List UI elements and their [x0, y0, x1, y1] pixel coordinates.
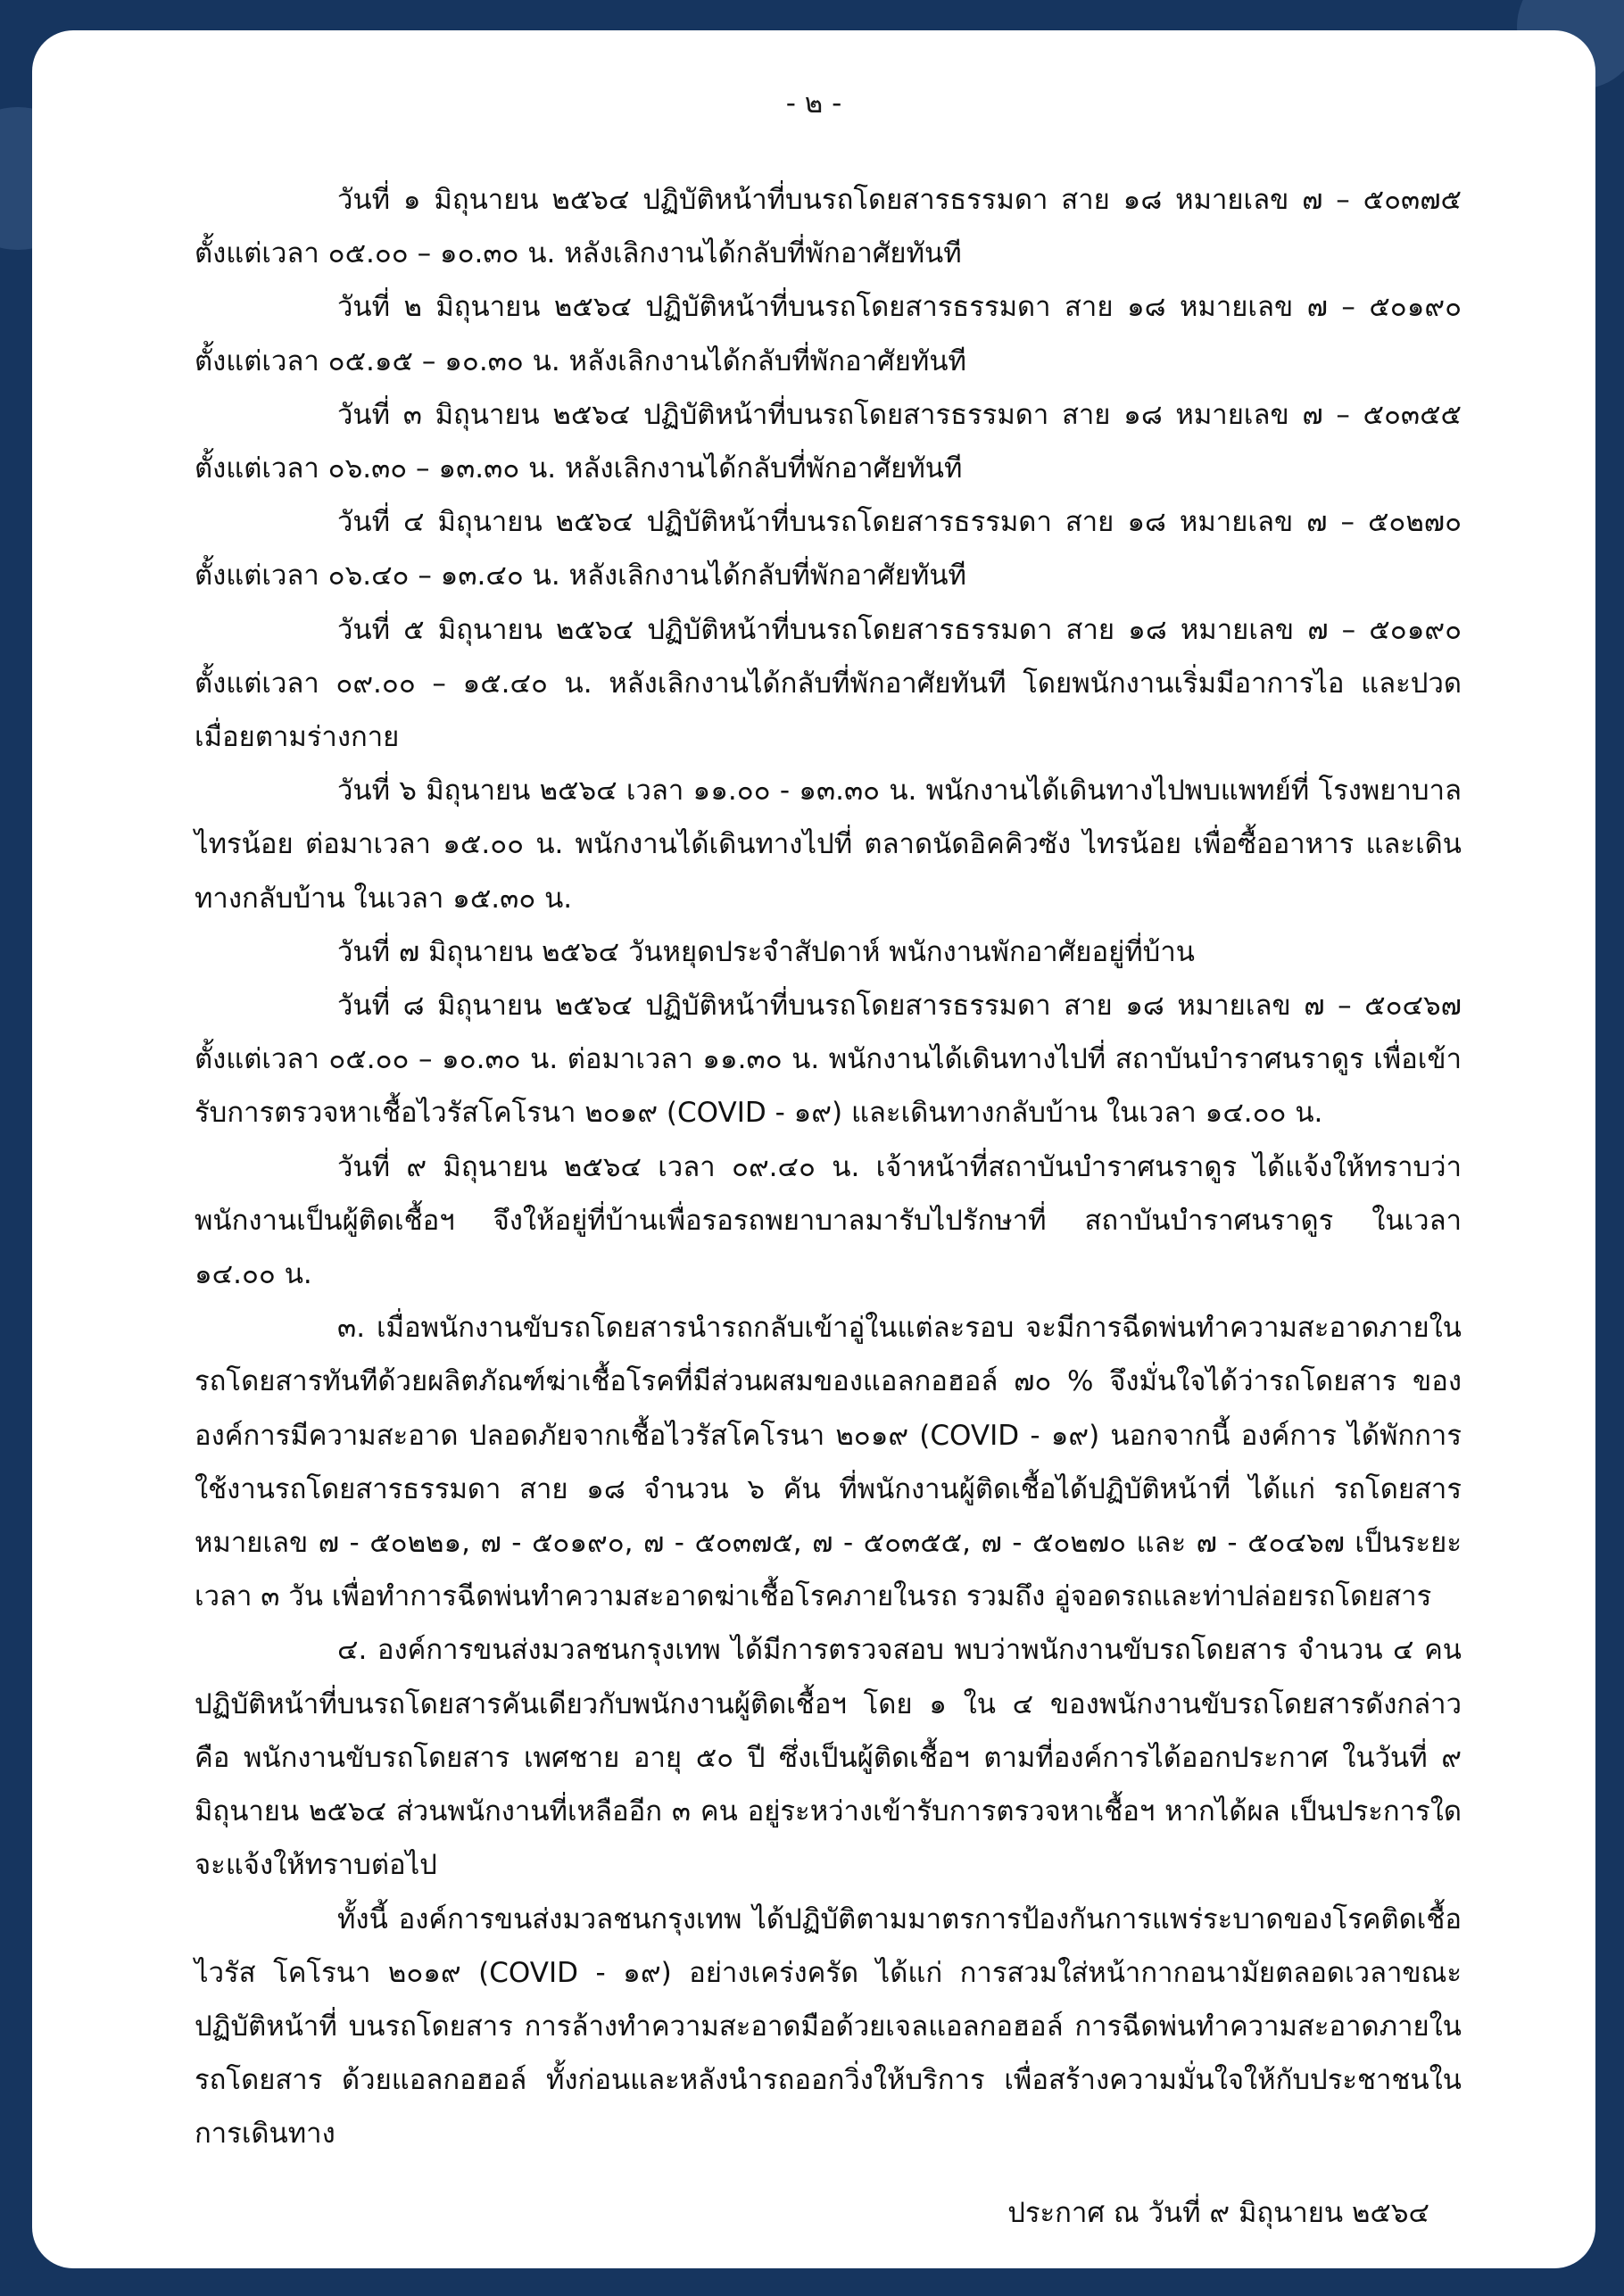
- page-number: - ๒ -: [785, 87, 842, 120]
- paragraph-day-8: วันที่ ๘ มิถุนายน ๒๕๖๔ ปฏิบัติหน้าที่บนรถโดยสารธรรมดา สาย ๑๘ หมายเลข ๗ – ๕๐๔๖๗ ตั้งแต่เวลา ๐๕.๐๐ – ๑๐.๓๐ น. ต่อมาเวลา ๑๑.๓๐ น. พนักงานได้เดินทางไปที่ สถาบันบำราศนราดูร เพื่อเข้ารับการตรวจหาเชื้อไวรัสโคโรนา ๒๐๑๙ (COVID - ๑๙) และเดินทางกลับบ้าน ในเวลา ๑๔.๐๐ น.: [195, 990, 1462, 1130]
- paragraph-day-3: วันที่ ๓ มิถุนายน ๒๕๖๔ ปฏิบัติหน้าที่บนรถโดยสารธรรมดา สาย ๑๘ หมายเลข ๗ – ๕๐๓๕๕ ตั้งแต่เวลา ๐๖.๓๐ – ๑๓.๓๐ น. หลังเลิกงานได้กลับที่พักอาศัยทันที: [195, 398, 1462, 485]
- document-body: [195, 173, 1462, 2161]
- paragraph-day-6: วันที่ ๖ มิถุนายน ๒๕๖๔ เวลา ๑๑.๐๐ - ๑๓.๓๐ น. พนักงานได้เดินทางไปพบแพทย์ที่ โรงพยาบาลไทรน้อย ต่อมาเวลา ๑๕.๐๐ น. พนักงานได้เดินทางไปที่ ตลาดนัดอิคคิวซัง ไทรน้อย เพื่อซื้ออาหาร และเดินทางกลับบ้าน ในเวลา ๑๕.๓๐ น.: [195, 775, 1462, 915]
- paragraph-conclusion: ทั้งนี้ องค์การขนส่งมวลชนกรุงเทพ ได้ปฏิบัติตามมาตรการป้องกันการแพร่ระบาดของโรคติดเชื้อไวรัส โคโรนา ๒๐๑๙ (COVID - ๑๙) อย่างเคร่งครัด ได้แก่ การสวมใส่หน้ากากอนามัยตลอดเวลาขณะปฏิบัติหน้าที่ บนรถโดยสาร การล้างทำความสะอาดมือด้วยเจลแอลกอฮอล์ การฉีดพ่นทำความสะอาดภายในรถโดยสาร ด้วยแอลกอฮอล์ ทั้งก่อนและหลังนำรถออกวิ่งให้บริการ เพื่อสร้างความมั่นใจให้กับประชาชนในการเดินทาง: [195, 1902, 1462, 2151]
- paragraph-day-9: วันที่ ๙ มิถุนายน ๒๕๖๔ เวลา ๐๙.๔๐ น. เจ้าหน้าที่สถาบันบำราศนราดูร ได้แจ้งให้ทราบว่า พนักงานเป็นผู้ติดเชื้อฯ จึงให้อยู่ที่บ้านเพื่อรอรถพยาบาลมารับไปรักษาที่ สถาบันบำราศนราดูร ในเวลา ๑๔.๐๐ น.: [195, 1150, 1462, 1291]
- paragraph-day-5: วันที่ ๕ มิถุนายน ๒๕๖๔ ปฏิบัติหน้าที่บนรถโดยสารธรรมดา สาย ๑๘ หมายเลข ๗ – ๕๐๑๙๐ ตั้งแต่เวลา ๐๙.๐๐ – ๑๕.๔๐ น. หลังเลิกงานได้กลับที่พักอาศัยทันที โดยพนักงานเริ่มมีอาการไอ และปวดเมื่อยตามร่างกาย: [195, 613, 1462, 754]
- paragraph-day-1: วันที่ ๑ มิถุนายน ๒๕๖๔ ปฏิบัติหน้าที่บนรถโดยสารธรรมดา สาย ๑๘ หมายเลข ๗ – ๕๐๓๗๕ ตั้งแต่เวลา ๐๕.๐๐ – ๑๐.๓๐ น. หลังเลิกงานได้กลับที่พักอาศัยทันที: [195, 184, 1462, 270]
- announcement-date: ประกาศ ณ วันที่ ๙ มิถุนายน ๒๕๖๔: [1007, 2197, 1429, 2229]
- paragraph-item-4: ๔. องค์การขนส่งมวลชนกรุงเทพ ได้มีการตรวจสอบ พบว่าพนักงานขับรถโดยสาร จำนวน ๔ คน ปฏิบัติหน้าที่บนรถโดยสารคันเดียวกับพนักงานผู้ติดเชื้อฯ โดย ๑ ใน ๔ ของพนักงานขับรถโดยสารดังกล่าว คือ พนักงานขับรถโดยสาร เพศชาย อายุ ๕๐ ปี ซึ่งเป็นผู้ติดเชื้อฯ ตามที่องค์การได้ออกประกาศ ในวันที่ ๙ มิถุนายน ๒๕๖๔ ส่วนพนักงานที่เหลืออีก ๓ คน อยู่ระหว่างเข้ารับการตรวจหาเชื้อฯ หากได้ผล เป็นประการใดจะแจ้งให้ทราบต่อไป: [195, 1634, 1462, 1882]
- paragraph-day-4: วันที่ ๔ มิถุนายน ๒๕๖๔ ปฏิบัติหน้าที่บนรถโดยสารธรรมดา สาย ๑๘ หมายเลข ๗ – ๕๐๒๗๐ ตั้งแต่เวลา ๐๖.๔๐ – ๑๓.๔๐ น. หลังเลิกงานได้กลับที่พักอาศัยทันที: [195, 506, 1462, 593]
- paragraph-item-3: ๓. เมื่อพนักงานขับรถโดยสารนำรถกลับเข้าอู่ในแต่ละรอบ จะมีการฉีดพ่นทำความสะอาดภายใน รถโดยสารทันทีด้วยผลิตภัณฑ์ฆ่าเชื้อโรคที่มีส่วนผสมของแอลกอฮอล์ ๗๐ % จึงมั่นใจได้ว่ารถโดยสาร ขององค์การมีความสะอาด ปลอดภัยจากเชื้อไวรัสโคโรนา ๒๐๑๙ (COVID - ๑๙) นอกจากนี้ องค์การ ได้พักการใช้งานรถโดยสารธรรมดา สาย ๑๘ จำนวน ๖ คัน ที่พนักงานผู้ติดเชื้อได้ปฏิบัติหน้าที่ ได้แก่ รถโดยสาร หมายเลข ๗ - ๕๐๒๒๑, ๗ - ๕๐๑๙๐, ๗ - ๕๐๓๗๕, ๗ - ๕๐๓๕๕, ๗ - ๕๐๒๗๐ และ ๗ - ๕๐๔๖๗ เป็นระยะเวลา ๓ วัน เพื่อทำการฉีดพ่นทำความสะอาดฆ่าเชื้อโรคภายในรถ รวมถึง อู่จอดรถและท่าปล่อยรถโดยสาร: [195, 1312, 1462, 1613]
- document-page: [32, 30, 1595, 2268]
- paragraph-day-7: วันที่ ๗ มิถุนายน ๒๕๖๔ วันหยุดประจำสัปดาห์ พนักงานพักอาศัยอยู่ที่บ้าน: [337, 935, 1195, 968]
- paragraph-day-2: วันที่ ๒ มิถุนายน ๒๕๖๔ ปฏิบัติหน้าที่บนรถโดยสารธรรมดา สาย ๑๘ หมายเลข ๗ – ๕๐๑๙๐ ตั้งแต่เวลา ๐๕.๑๕ – ๑๐.๓๐ น. หลังเลิกงานได้กลับที่พักอาศัยทันที: [195, 291, 1462, 377]
